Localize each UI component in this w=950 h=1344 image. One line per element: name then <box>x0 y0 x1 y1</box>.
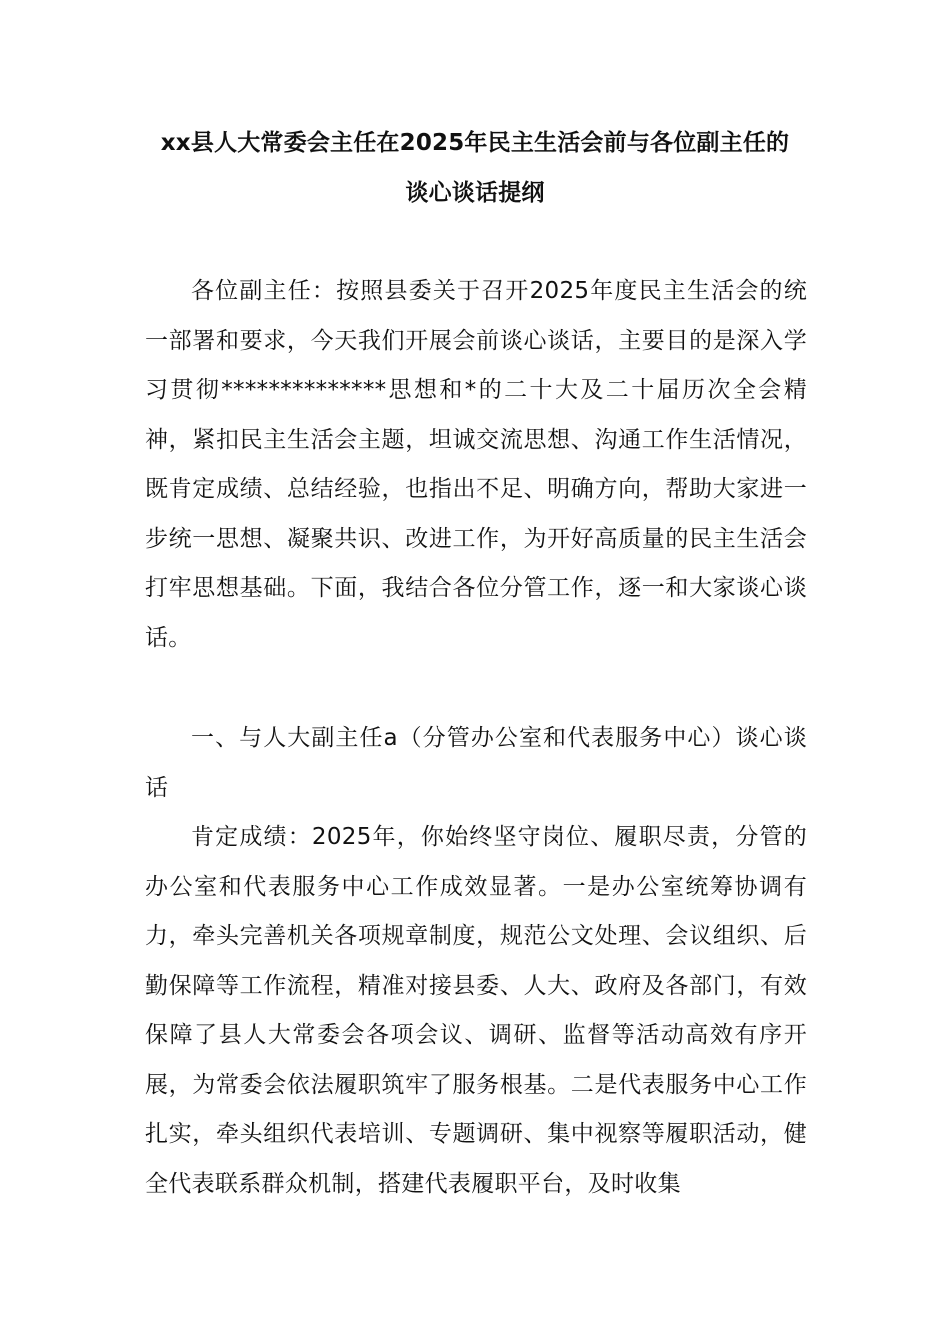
section-1-heading-block <box>145 714 807 813</box>
document-title <box>140 118 810 218</box>
section-1-body-block <box>145 813 807 1209</box>
intro-paragraph: 各位副主任：按照县委关于召开2025年度民主生活会的统一部署和要求，今天我们开展会前谈心谈话，主要目的是深入学习贯彻**************思想和*的二十大及二十届历次全会精神，紧扣民主生活会主题，坦诚交流思想、沟通工作生活情况，既肯定成绩、总结经验，也指出不足、明确方向，帮助大家进一步统一思想、凝聚共识、改进工作，为开好高质量的民主生活会打牢思想基础。下面，我结合各位分管工作，逐一和大家谈心谈话。 <box>145 278 807 651</box>
section-1-heading: 一、与人大副主任a（分管办公室和代表服务中心）谈心谈话 <box>145 725 807 801</box>
title-line-2: 谈心谈话提纲 <box>405 180 545 206</box>
title-line-1: xx县人大常委会主任在2025年民主生活会前与各位副主任的 <box>160 130 790 156</box>
section-1-paragraph: 肯定成绩：2025年，你始终坚守岗位、履职尽责，分管的办公室和代表服务中心工作成效显著。一是办公室统筹协调有力，牵头完善机关各项规章制度，规范公文处理、会议组织、后勤保障等工作流程，精准对接县委、人大、政府及各部门，有效保障了县人大常委会各项会议、调研、监督等活动高效有序开展，为常委会依法履职筑牢了服务根基。二是代表服务中心工作扎实，牵头组织代表培训、专题调研、集中视察等履职活动，健全代表联系群众机制，搭建代表履职平台，及时收集 <box>145 824 807 1197</box>
intro-paragraph-block <box>145 267 807 663</box>
